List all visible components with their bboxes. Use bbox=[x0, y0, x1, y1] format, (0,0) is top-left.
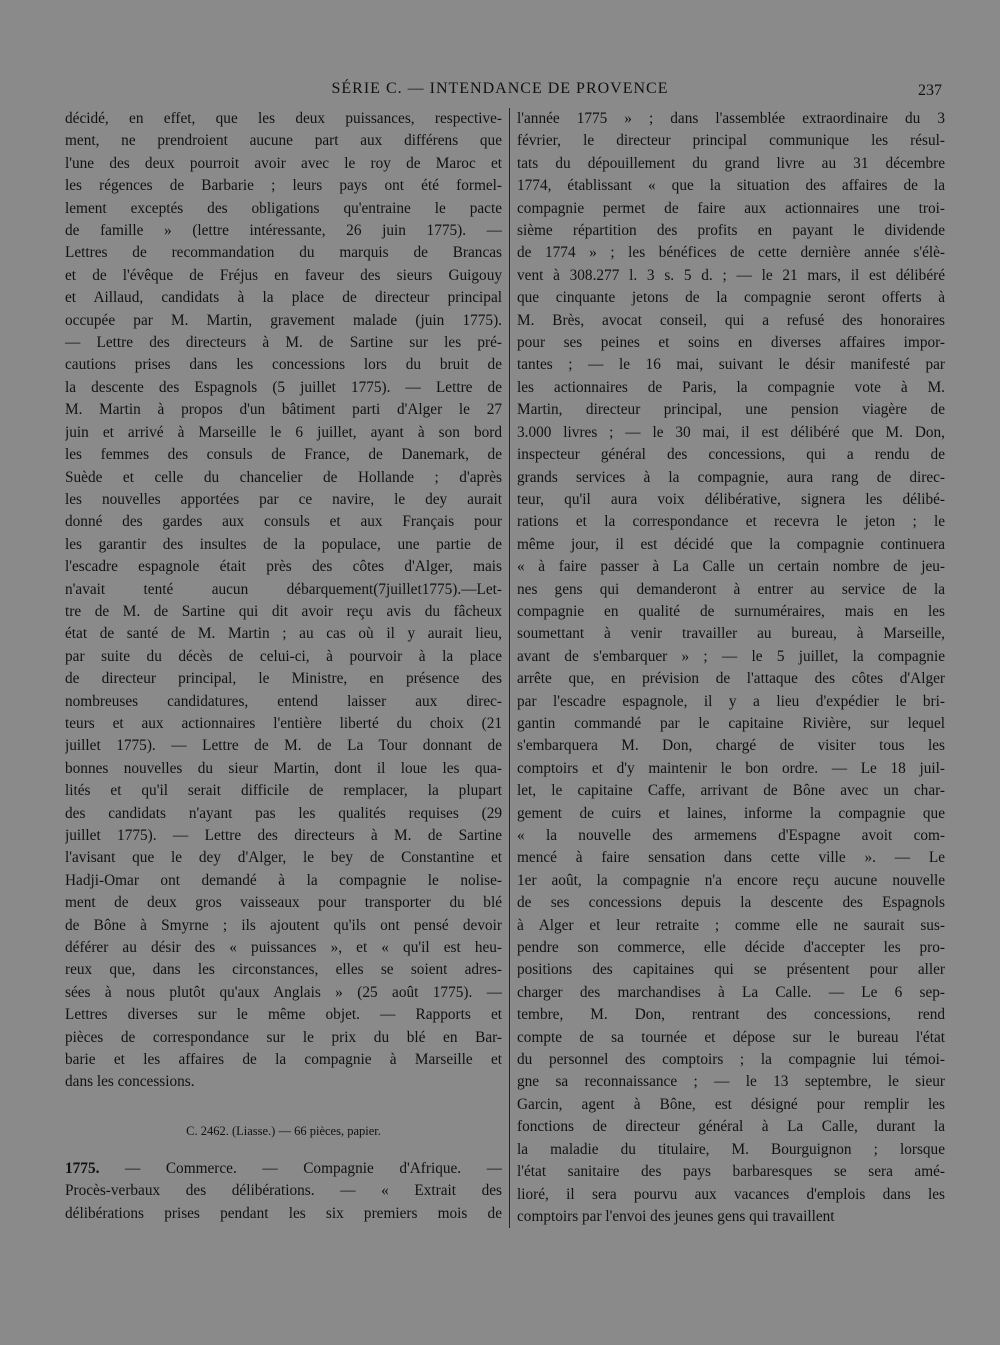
text-line: soumettant à venir travailler au bureau, à Marseille, bbox=[517, 625, 945, 643]
text-line: 1er août, la compagnie n'a encore reçu aucune nouvelle bbox=[517, 871, 945, 889]
entry-heading bbox=[65, 1158, 502, 1225]
text-line: teurs et aux actionnaires l'entière liberté du choix (21 bbox=[65, 714, 502, 732]
entry-line: — Commerce. — Compagnie d'Afrique. — bbox=[99, 1160, 502, 1177]
column-divider bbox=[509, 108, 510, 1228]
text-line: par suite du décès de celui-ci, à pourvoir à la place bbox=[65, 647, 502, 665]
left-column bbox=[65, 108, 502, 1094]
entry-first-line bbox=[65, 1158, 502, 1180]
text-line: comptoirs et d'y maintenir le bon ordre. — Le 18 juil- bbox=[517, 759, 945, 777]
page-number: 237 bbox=[918, 82, 942, 99]
text-line: rations et la correspondance et recevra le jeton ; le bbox=[517, 513, 945, 531]
text-line: l'avisant que le dey d'Alger, le bey de Constantine et bbox=[65, 849, 502, 867]
text-line: grands services à la compagnie, aura rang de direc- bbox=[517, 468, 945, 486]
archive-series-label: C. 2462. (Liasse.) — 66 pièces, papier. bbox=[186, 1124, 381, 1138]
text-line: sées à nous plutôt qu'aux Anglais » (25 août 1775). — bbox=[65, 983, 502, 1001]
text-line: Lettres de recommandation du marquis de Brancas bbox=[65, 244, 502, 262]
text-line: lioré, il sera pourvu aux vacances d'emplois dans les bbox=[517, 1185, 945, 1203]
text-line: pendre son commerce, elle décide d'accepter les pro- bbox=[517, 939, 945, 957]
text-line: par l'escadre espagnole, il y a lieu d'expédier le bri- bbox=[517, 692, 945, 710]
text-line: barie et les affaires de la compagnie à Marseille et bbox=[65, 1051, 502, 1069]
text-line: ment, ne prendroient aucune part aux différens que bbox=[65, 132, 502, 150]
text-line: lités et qu'il serait difficile de remplacer, la plupart bbox=[65, 782, 502, 800]
text-line: tantes ; — le 16 mai, suivant le désir manifesté par bbox=[517, 356, 945, 374]
text-line: de directeur principal, le Ministre, en présence des bbox=[65, 670, 502, 688]
text-line: « la nouvelle des armemens d'Espagne avoit com- bbox=[517, 827, 945, 844]
text-line: la maladie du titulaire, M. Bourguignon ; lorsque bbox=[517, 1140, 945, 1158]
text-line: de Bône à Smyrne ; ils ajoutent qu'ils ont pensé devoir bbox=[65, 916, 502, 934]
text-line: charger des marchandises à La Calle. — Le 6 sep- bbox=[517, 983, 945, 1001]
text-line: à Alger et leur retraite ; comme elle ne saurait sus- bbox=[517, 916, 945, 934]
text-line: juillet 1775). — Lettre des directeurs à M. de Sartine bbox=[65, 827, 502, 844]
text-line: mencé à faire sensation dans cette ville ». — Le bbox=[517, 849, 945, 867]
text-line: tembre, M. Don, rentrant des concessions, rend bbox=[517, 1006, 945, 1024]
text-line: de 1774 » ; les bénéfices de cette dernière année s'élè- bbox=[517, 244, 945, 262]
text-line: bonnes nouvelles du sieur Martin, dont il loue les qua- bbox=[65, 759, 502, 777]
text-line: tre de M. de Sartine qui dit avoir reçu avis du fâcheux bbox=[65, 602, 502, 620]
text-line: Hadji-Omar ont demandé à la compagnie le nolise- bbox=[65, 871, 502, 889]
entry-year: 1775. bbox=[65, 1160, 100, 1177]
text-line: inspecteur général des concessions, qui a rendu de bbox=[517, 446, 945, 464]
text-line: les régences de Barbarie ; leurs pays ont été formel- bbox=[65, 177, 502, 195]
text-line: pièces de correspondance sur le prix du blé en Bar- bbox=[65, 1028, 502, 1046]
text-line: gne sa reconnaissance ; — le 13 septembre, le sieur bbox=[517, 1073, 945, 1091]
text-line: même jour, il est décidé que la compagnie continuera bbox=[517, 535, 945, 553]
text-line: compagnie permet de faire aux actionnaires une troi- bbox=[517, 199, 945, 217]
text-line: teur, qu'il aura voix délibérative, signera les délibé- bbox=[517, 490, 945, 508]
text-line: dans les concessions. bbox=[65, 1073, 195, 1091]
text-line: les actionnaires de Paris, la compagnie vote à M. bbox=[517, 378, 945, 396]
text-line: la descente des Espagnols (5 juillet 1775). — Lettre de bbox=[65, 378, 502, 396]
text-line: vent à 308.277 l. 3 s. 5 d. ; — le 21 mars, il est délibéré bbox=[517, 266, 945, 284]
text-line: tats du dépouillement du grand livre au 31 décembre bbox=[517, 154, 945, 172]
entry-line: Procès-verbaux des délibérations. — « Extrait des bbox=[65, 1182, 502, 1200]
text-line: Martin, directeur principal, une pension viagère de bbox=[517, 401, 945, 419]
text-line: reux que, dans les circonstances, elles se soient adres- bbox=[65, 961, 502, 979]
text-line: l'année 1775 » ; dans l'assemblée extraordinaire du 3 bbox=[517, 110, 945, 127]
text-line: s'embarquera M. Don, chargé de visiter tous les bbox=[517, 737, 945, 755]
text-line: comptoirs par l'envoi des jeunes gens qui travaillent bbox=[517, 1207, 835, 1225]
text-line: juillet 1775). — Lettre de M. de La Tour donnant de bbox=[65, 737, 502, 755]
text-line: l'une des deux pourroit avoir avec le roy de Maroc et bbox=[65, 154, 502, 172]
text-line: que cinquante jetons de la compagnie seront offerts à bbox=[517, 289, 945, 307]
text-line: l'escadre espagnole était près des côtes d'Alger, mais bbox=[65, 558, 502, 576]
text-line: occupée par M. Martin, gravement malade (juin 1775). bbox=[65, 311, 502, 329]
text-line: et de l'évêque de Fréjus en faveur des sieurs Guigouy bbox=[65, 266, 502, 284]
text-line: nes gens qui demanderont à entrer au service de la bbox=[517, 580, 945, 598]
text-line: juin et arrivé à Marseille le 6 juillet, ayant à son bord bbox=[65, 423, 502, 441]
text-line: Suède et celle du chancelier de Hollande ; d'après bbox=[65, 468, 502, 486]
text-line: 1774, établissant « que la situation des affaires de la bbox=[517, 177, 945, 195]
text-line: compte de sa tournée et dépose sur le bureau l'état bbox=[517, 1028, 945, 1046]
text-line: ment de deux gros vaisseaux pour transporter du blé bbox=[65, 894, 502, 912]
text-line: sième répartition des profits en payant le dividende bbox=[517, 222, 945, 240]
text-line: compagnie en qualité de surnuméraires, mais en les bbox=[517, 602, 945, 620]
right-column bbox=[517, 108, 945, 1228]
page-header bbox=[0, 80, 1000, 104]
text-line: n'avait tenté aucun débarquement(7juillet1775).—Let- bbox=[65, 580, 502, 598]
text-line: « à faire passer à La Calle un certain nombre de jeu- bbox=[517, 558, 945, 576]
text-line: l'état sanitaire des pays barbaresques se sera amé- bbox=[517, 1163, 945, 1181]
text-line: let, le capitaine Caffe, arrivant de Bône avec un char- bbox=[517, 782, 945, 800]
text-line: gantin commandé par le capitaine Rivière, sur lequel bbox=[517, 714, 945, 732]
text-line: 3.000 livres ; — le 30 mai, il est délibéré que M. Don, bbox=[517, 423, 945, 441]
text-line: M. Martin à propos d'un bâtiment parti d'Alger le 27 bbox=[65, 401, 502, 419]
text-line: M. Brès, avocat conseil, qui a refusé des honoraires bbox=[517, 311, 945, 329]
text-line: février, le directeur principal communique les résul- bbox=[517, 132, 945, 150]
running-title: SÉRIE C. — INTENDANCE DE PROVENCE bbox=[331, 80, 669, 97]
text-line: décidé, en effet, que les deux puissances, respective- bbox=[65, 110, 502, 127]
text-line: les nouvelles apportées par ce navire, le dey aurait bbox=[65, 490, 502, 508]
text-line: — Lettre des directeurs à M. de Sartine sur les pré- bbox=[65, 334, 502, 352]
text-line: de ses concessions depuis la descente des Espagnols bbox=[517, 894, 945, 912]
text-line: positions des capitaines qui se présentent pour aller bbox=[517, 961, 945, 979]
entry-line: délibérations prises pendant les six premiers mois de bbox=[65, 1204, 502, 1222]
text-line: nombreuses candidatures, entend laisser aux direc- bbox=[65, 692, 502, 710]
text-line: pour ses peines et soins en diverses affaires impor- bbox=[517, 334, 945, 352]
text-line: les garantir des insultes de la populace, une partie de bbox=[65, 535, 502, 553]
text-line: et Aillaud, candidats à la place de directeur principal bbox=[65, 289, 502, 307]
text-line: état de santé de M. Martin ; au cas où il y aurait lieu, bbox=[65, 625, 502, 643]
text-line: du personnel des comptoirs ; la compagnie lui témoi- bbox=[517, 1051, 945, 1069]
text-line: les femmes des consuls de France, de Danemark, de bbox=[65, 446, 502, 464]
text-line: déférer au désir des « puissances », et « qu'il est heu- bbox=[65, 939, 502, 957]
text-line: Garcin, agent à Bône, est désigné pour remplir les bbox=[517, 1095, 945, 1113]
text-line: fonctions de directeur général à La Calle, durant la bbox=[517, 1118, 945, 1136]
text-line: cautions prises dans les concessions lors du bruit de bbox=[65, 356, 502, 374]
text-line: Lettres diverses sur le même objet. — Rapports et bbox=[65, 1006, 502, 1024]
text-line: des candidats n'ayant pas les qualités requises (29 bbox=[65, 804, 502, 822]
text-line: gement de cuirs et laines, informe la compagnie que bbox=[517, 804, 945, 822]
text-line: lement exceptés des obligations qu'entraine le pacte bbox=[65, 199, 502, 217]
text-line: avant de s'embarquer » ; — le 5 juillet, la compagnie bbox=[517, 647, 945, 665]
text-line: arrête que, en prévision de l'attaque des côtes d'Alger bbox=[517, 670, 945, 688]
text-line: donné des gardes aux consuls et aux Français pour bbox=[65, 513, 502, 531]
text-line: de famille » (lettre intéressante, 26 juin 1775). — bbox=[65, 222, 502, 240]
